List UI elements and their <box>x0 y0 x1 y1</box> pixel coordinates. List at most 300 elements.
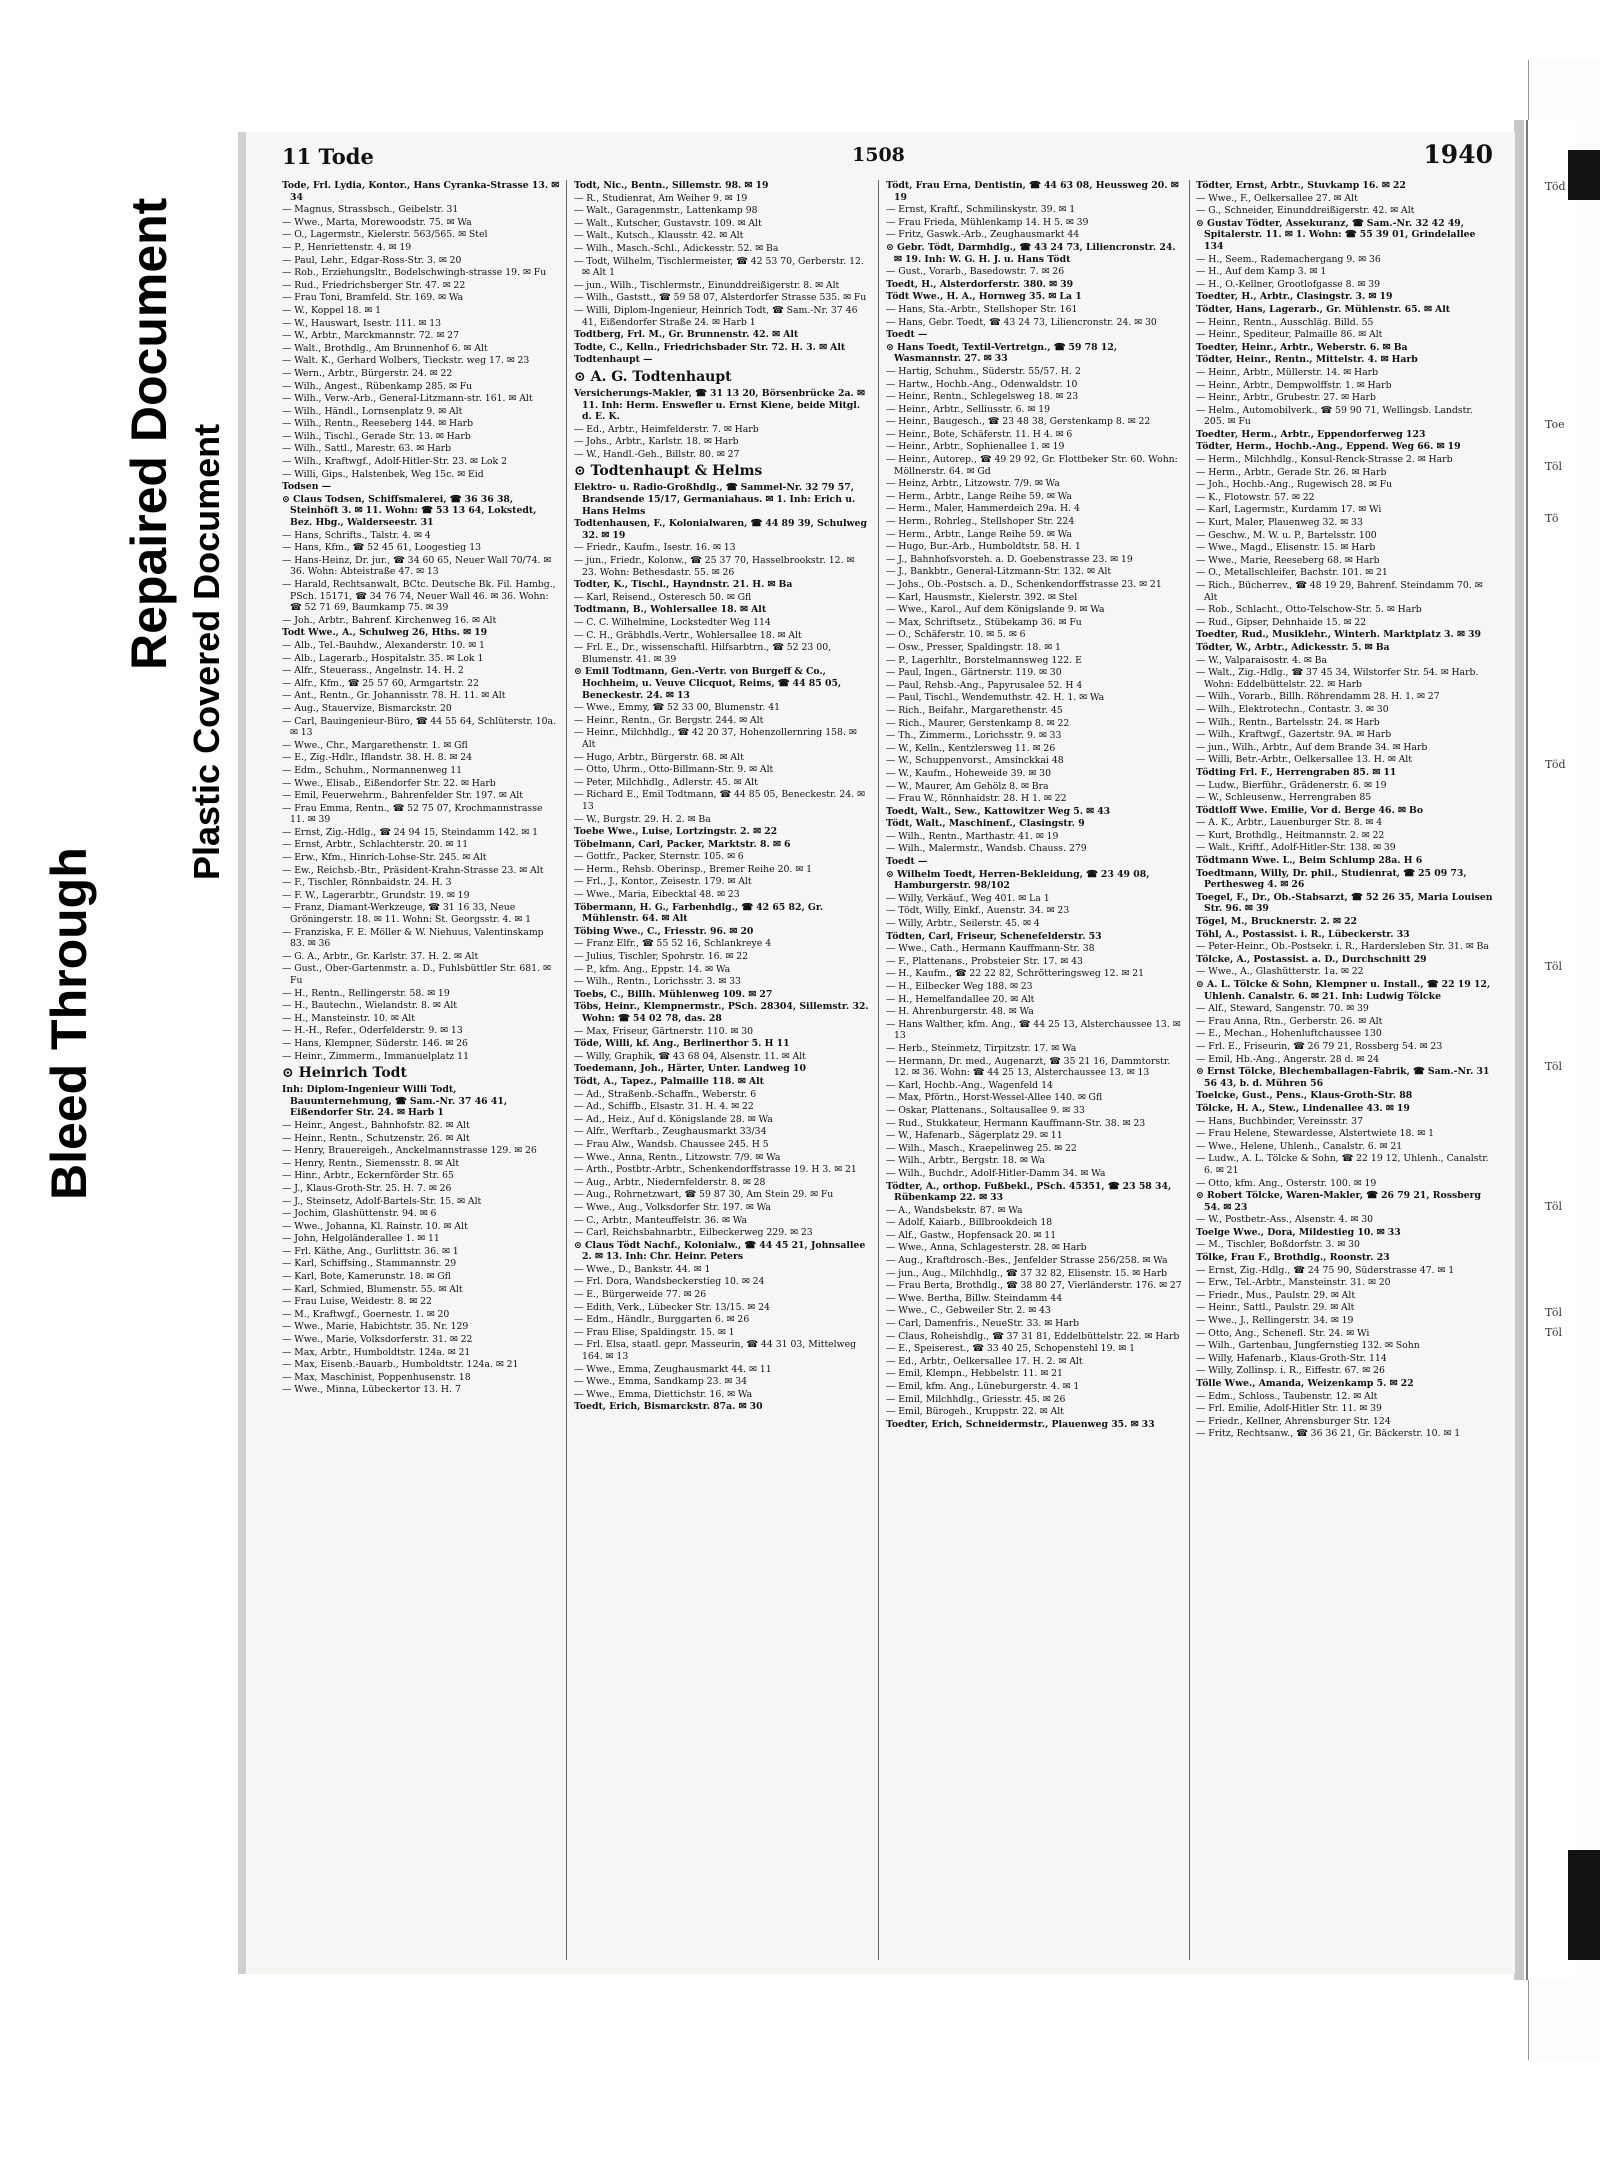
directory-entry: — Franz Elfr., ☎ 55 52 16, Schlankreye 4 <box>574 938 772 950</box>
directory-entry: — Heinr., Milchhdlg., ☎ 42 20 37, Hohenzollernring 158. ✉ Alt <box>574 727 857 750</box>
directory-entry: — R., Studienrat, Am Weiher 9. ✉ 19 <box>574 192 748 204</box>
directory-entry: — Osw., Presser, Spaldingstr. 18. ✉ 1 <box>886 641 1061 653</box>
directory-entry: — Wilh., Kraftwgf., Gazertstr. 9A. ✉ Harb <box>1196 729 1392 741</box>
directory-entry: Todt Wwe., A., Schulweg 26, Hths. ✉ 19 <box>282 627 488 639</box>
directory-entry: — H., Kaufm., ☎ 22 22 82, Schrötteringsweg 12. ✉ 21 <box>886 968 1145 980</box>
directory-entry: — E., Speiserest., ☎ 33 40 25, Schopenstehl 19. ✉ 1 <box>886 1343 1136 1355</box>
directory-entry: Tödt Wwe., H. A., Hornweg 35. ✉ La 1 <box>886 291 1082 303</box>
adjacent-page-word: Töl <box>1545 960 1563 973</box>
directory-entry: — Hugo, Bur.-Arb., Humboldtstr. 58. H. 1 <box>886 541 1081 553</box>
directory-entry: — Walt., Brothdlg., Am Brunnenhof 6. ✉ Alt <box>282 342 488 354</box>
side-labels <box>40 197 227 1200</box>
directory-entry: Toedter, Rud., Musiklehr., Winterh. Marktplatz 3. ✉ 39 <box>1196 629 1481 641</box>
directory-entry: — Frl. Käthe, Ang., Gurlittstr. 36. ✉ 1 <box>282 1245 459 1257</box>
directory-entry: — Hans, Sta.-Arbtr., Stellshoper Str. 161 <box>886 303 1078 315</box>
adjacent-page-word: Töl <box>1545 460 1563 473</box>
directory-entry: — Ernst, Zig.-Hdlg., ☎ 24 75 90, Süderstrasse 47. ✉ 1 <box>1196 1264 1455 1276</box>
directory-entry: — Wwe., F., Oelkersallee 27. ✉ Alt <box>1196 192 1358 204</box>
directory-entry: — W., Hafenarb., Sägerplatz 29. ✉ 11 <box>886 1130 1063 1142</box>
directory-entry: — Paul, Lehr., Edgar-Ross-Str. 3. ✉ 20 <box>282 254 462 266</box>
directory-entry: Toegel, F., Dr., Ob.-Stabsarzt, ☎ 52 26 35, Maria Louisen Str. 96. ✉ 39 <box>1196 891 1493 915</box>
directory-entry: Tölcke, H. A., Stew., Lindenallee 43. ✉ 19 <box>1196 1102 1410 1114</box>
directory-entry: Tödt, A., Tapez., Palmaille 118. ✉ Alt <box>574 1075 764 1087</box>
directory-entry: — Max, Maschinist, Poppenhusenstr. 18 <box>282 1371 471 1383</box>
directory-entry: — Ed., Arbtr., Heimfelderstr. 7. ✉ Harb <box>574 423 759 435</box>
directory-entry: — Wwe., Chr., Margarethenstr. 1. ✉ Gfl <box>282 739 468 751</box>
directory-entry: ⊙ Gebr. Tödt, Darmhdlg., ☎ 43 24 73, Liliencronstr. 24. ✉ 19. Inh: W. G. H. J. u. Hans Tödt <box>886 241 1176 265</box>
directory-entry: Toedt, Erich, Bismarckstr. 87a. ✉ 30 <box>574 1401 763 1413</box>
directory-entry: — Alfr., Steuerass., Angelnstr. 14. H. 2 <box>282 665 464 677</box>
directory-entry: — H., Mansteinstr. 10. ✉ Alt <box>282 1012 415 1024</box>
directory-entry: — Hans, Klempner, Süderstr. 146. ✉ 26 <box>282 1037 468 1049</box>
directory-entry: Toedter, H., Arbtr., Clasingstr. 3. ✉ 19 <box>1196 291 1393 303</box>
directory-entry: Toelcke, Gust., Pens., Klaus-Groth-Str. 88 <box>1196 1090 1413 1102</box>
directory-entry: — Willy, Verkäuf., Weg 401. ✉ La 1 <box>886 892 1050 904</box>
directory-entry: — J., Klaus-Groth-Str. 25. H. 7. ✉ 26 <box>282 1182 452 1194</box>
directory-entry: — M., Tischler, Boßdorfstr. 3. ✉ 30 <box>1196 1239 1360 1251</box>
adjacent-page-word: Töl <box>1545 1306 1563 1319</box>
directory-entry: Tödter, Heinr., Rentn., Mittelstr. 4. ✉ Harb <box>1196 354 1418 366</box>
directory-entry: — Rud., Stukkateur, Hermann Kauffmann-Str. 38. ✉ 23 <box>886 1117 1146 1129</box>
directory-entry: — Wwe., Magd., Elisenstr. 15. ✉ Harb <box>1196 542 1376 554</box>
directory-entry: — W., Kelln., Kentzlersweg 11. ✉ 26 <box>886 742 1056 754</box>
directory-entry: — Oskar, Plattenans., Soltausallee 9. ✉ 33 <box>886 1104 1085 1116</box>
directory-entry: — jun., Wilh., Arbtr., Auf dem Brande 34. ✉ Harb <box>1196 741 1428 753</box>
directory-entry: Toedt — <box>886 856 928 868</box>
directory-entry: — Wwe., Johanna, Kl. Rainstr. 10. ✉ Alt <box>282 1220 468 1232</box>
directory-entry: — Heinr., Rentn., Gr. Bergstr. 244. ✉ Alt <box>574 714 764 726</box>
directory-entry: — A., Wandsbekstr. 87. ✉ Wa <box>886 1204 1023 1216</box>
directory-entry: — Hermann, Dr. med., Augenarzt, ☎ 35 21 16, Dammtorstr. 12. ✉ 36. Wohn: ☎ 44 25 13, Alsterchaussee 13. ✉ 13 <box>886 1055 1171 1079</box>
directory-entry: — Ew., Reichsb.-Btr., Präsident-Krahn-Strasse 23. ✉ Alt <box>282 864 544 876</box>
directory-entry: — Friedr., Kellner, Ahrensburger Str. 124 <box>1196 1415 1391 1427</box>
scan-border <box>1568 150 1600 200</box>
directory-entry: ⊙ Ernst Tölcke, Blechemballagen-Fabrik, ☎ Sam.-Nr. 31 56 43, b. d. Mühren 56 <box>1196 1066 1490 1089</box>
column-divider <box>878 180 879 1960</box>
directory-entry: — Frau Berta, Brothdlg., ☎ 38 80 27, Vierländerstr. 176. ✉ 27 <box>886 1280 1182 1292</box>
directory-entry: ⊙ A. G. Todtenhaupt <box>574 368 732 385</box>
directory-entry: — Magnus, Strassbsch., Geibelstr. 31 <box>282 204 459 216</box>
directory-page <box>238 132 1515 1974</box>
directory-entry: — E., Bürgerweide 77. ✉ 26 <box>574 1289 707 1301</box>
directory-entry: — Wilh., Gaststt., ☎ 59 58 07, Alsterdorfer Strasse 535. ✉ Fu <box>574 292 867 304</box>
directory-entry: — H.-H., Refer., Oderfelderstr. 9. ✉ 13 <box>282 1025 463 1037</box>
directory-entry: — Edith, Verk., Lübecker Str. 13/15. ✉ 24 <box>574 1301 770 1313</box>
scan-border <box>1568 1850 1600 1960</box>
directory-entry: — P., Henriettenstr. 4. ✉ 19 <box>282 241 412 253</box>
directory-entry: Tödter, A., orthop. Fußbekl., PSch. 45351, ☎ 23 58 34, Rübenkamp 22. ✉ 33 <box>886 1180 1172 1204</box>
column-divider <box>566 180 567 1960</box>
directory-entry: — A. K., Arbtr., Lauenburger Str. 8. ✉ 4 <box>1196 817 1383 829</box>
directory-entry: — Frau Emma, Rentn., ☎ 52 75 07, Krochmannstrasse 11. ✉ 39 <box>282 802 543 826</box>
directory-entry: Tödter, Herm., Hochb.-Ang., Eppend. Weg 66. ✉ 19 <box>1196 441 1461 453</box>
directory-entry: — Herm., Maler, Hammerdeich 29a. H. 4 <box>886 503 1080 515</box>
directory-entry: — Adolf, Kaiarb., Billbrookdeich 18 <box>886 1217 1053 1229</box>
adjacent-page-word: Töl <box>1545 1326 1563 1339</box>
directory-entry: — Frl. E., Friseurin, ☎ 26 79 21, Rossberg 54. ✉ 23 <box>1196 1040 1443 1052</box>
directory-entry: — Wwe., Anna, Rentn., Litzowstr. 7/9. ✉ Wa <box>574 1151 781 1163</box>
directory-entry: — Heinr., Arbtr., Selliusstr. 6. ✉ 19 <box>886 403 1051 415</box>
directory-entry: — H., O.-Kellner, Grootlofgasse 8. ✉ 39 <box>1196 278 1381 290</box>
directory-entry: — Emil, Milchhdlg., Griesstr. 45. ✉ 26 <box>886 1393 1066 1405</box>
directory-entry: — Henry, Rentn., Siemensstr. 8. ✉ Alt <box>282 1157 460 1169</box>
directory-entry: ⊙ Emil Todtmann, Gen.-Vertr. von Burgeff & Co., Hochheim, u. Veuve Clicquot, Reims, ☎ 44 85 05, Beneckestr. 24. ✉ 13 <box>574 666 842 701</box>
directory-entry: — Herm., Arbtr., Lange Reihe 59. ✉ Wa <box>886 490 1072 502</box>
directory-entry: — Willi, Gips., Halstenbek, Weg 15c. ✉ Eid <box>282 468 484 480</box>
directory-entry: — E., Zig.-Hdlr., Iflandstr. 38. H. 8. ✉ 24 <box>282 752 473 764</box>
directory-entry: — Johs., Ob.-Postsch. a. D., Schenkendorffstrasse 23. ✉ 21 <box>886 579 1162 590</box>
directory-entry: — Herm., Milchhdlg., Konsul-Renck-Strasse 2. ✉ Harb <box>1196 454 1453 466</box>
directory-entry: — Wwe., A., Glashütterstr. 1a. ✉ 22 <box>1196 966 1364 978</box>
directory-entry: — Ernst, Arbtr., Schlachterstr. 20. ✉ 11 <box>282 839 469 851</box>
directory-entry: — Frl. Elsa, staatl. gepr. Masseurin, ☎ 44 31 03, Mittelweg 164. ✉ 13 <box>574 1339 857 1363</box>
directory-entry: Tödter, W., Arbtr., Adickesstr. 5. ✉ Ba <box>1196 641 1390 653</box>
directory-entry: — Heinr., Arbtr., Müllerstr. 14. ✉ Harb <box>1196 366 1379 378</box>
directory-entry: — Rob., Erziehungsltr., Bodelschwingh-strasse 19. ✉ Fu <box>282 267 547 279</box>
directory-entry: — Karl, Schmied, Blumenstr. 55. ✉ Alt <box>282 1283 463 1295</box>
directory-entry: Todter, K., Tischl., Hayndnstr. 21. H. ✉ Ba <box>574 579 793 591</box>
directory-entry: — Willy, Graphik, ☎ 43 68 04, Alsenstr. 11. ✉ Alt <box>574 1050 806 1062</box>
directory-entry: — Emil, kfm. Ang., Lüneburgerstr. 4. ✉ 1 <box>886 1381 1080 1392</box>
directory-entry: Tödtloff Wwe. Emilie, Vor d. Berge 46. ✉ Bo <box>1196 804 1424 816</box>
column-divider <box>1189 180 1190 1960</box>
adjacent-page-word: Töl <box>1545 1060 1563 1073</box>
directory-entry: — Heinr., Rentn., Schlegelsweg 18. ✉ 23 <box>886 391 1079 403</box>
directory-entry: — Wilh., Verw.-Arb., General-Litzmann-str. 161. ✉ Alt <box>282 393 533 405</box>
directory-entry: Tölke, Frau F., Brothdlg., Roonstr. 23 <box>1196 1252 1390 1264</box>
directory-entry: — Wilh., Buchdr., Adolf-Hitler-Damm 34. ✉ Wa <box>886 1167 1106 1179</box>
directory-entry: — Paul, Ingen., Gärtnerstr. 119. ✉ 30 <box>886 667 1062 679</box>
page-gutter-shadow <box>1526 120 1574 1980</box>
directory-entry: Tödten, Carl, Friseur, Schenefelderstr. 53 <box>886 930 1102 942</box>
directory-entry: — Alb., Tel.-Bauhdw., Alexanderstr. 10. ✉ 1 <box>282 639 485 651</box>
directory-entry: — Wwe., Maria, Eibecktal 48. ✉ 23 <box>574 889 740 901</box>
directory-entry: — Willy, Zollinsp. i. R., Eiffestr. 67. ✉ 26 <box>1196 1365 1385 1377</box>
directory-entry: — Max, Eisenb.-Bauarb., Humboldtstr. 124a. ✉ 21 <box>282 1359 519 1371</box>
directory-entry: — W., Kaufm., Hoheweide 39. ✉ 30 <box>886 767 1051 779</box>
directory-entry: Tödt, Walt., Maschinenf., Clasingstr. 9 <box>886 818 1085 830</box>
directory-entry: — Heinr., Angest., Bahnhofstr. 82. ✉ Alt <box>282 1119 470 1131</box>
directory-entry: — Th., Zimmerm., Lorichsstr. 9. ✉ 33 <box>886 730 1062 742</box>
directory-entry: — Rich., Bücherrev., ☎ 48 19 29, Bahrenf. Steindamm 70. ✉ Alt <box>1196 580 1483 603</box>
directory-entry: — M., Kraftwgf., Goernestr. 1. ✉ 20 <box>282 1308 450 1320</box>
directory-entry: ⊙ Claus Tödt Nachf., Kolonialw., ☎ 44 45 21, Johnsallee 2. ✉ 13. Inh: Chr. Heinr. Peters <box>574 1239 866 1263</box>
directory-entry: — Heinr., Rentn., Ausschläg. Billd. 55 <box>1196 316 1374 328</box>
directory-entry: — Todt, Wilhelm, Tischlermeister, ☎ 42 53 70, Gerberstr. 12. ✉ Alt 1 <box>574 255 864 279</box>
directory-entry: — Joh., Arbtr., Bahrenf. Kirchenweg 16. ✉ Alt <box>282 614 497 626</box>
directory-entry: Elektro- u. Radio-Großhdlg., ☎ Sammel-Nr. 32 79 57, Brandsende 15/17, Germaniahaus. ✉ 1. Inh: Erich u. Hans Helms <box>574 482 856 517</box>
directory-entry: — Carl, Bauingenieur-Büro, ☎ 44 55 64, Schlüterstr. 10a. ✉ 13 <box>282 715 557 739</box>
directory-entry: Toedt, Walt., Sew., Kattowitzer Weg 5. ✉ 43 <box>886 805 1111 817</box>
directory-entry: — Geschw., M. W. u. P., Bartelsstr. 100 <box>1196 529 1377 541</box>
directory-entry: — Gust., Vorarb., Basedowstr. 7. ✉ 26 <box>886 266 1065 278</box>
label-bleed-through: Bleed Through <box>41 847 97 1200</box>
directory-entry: — Wwe., Helene, Uhlenh., Canalstr. 6. ✉ 21 <box>1196 1140 1403 1152</box>
directory-entry: — Aug., Rohrnetzwart, ☎ 59 87 30, Am Stein 29. ✉ Fu <box>574 1189 834 1201</box>
directory-entry: — Frau Toni, Bramfeld. Str. 169. ✉ Wa <box>282 292 464 304</box>
directory-entry: — E., Mechan., Hohenluftchaussee 130 <box>1196 1028 1382 1040</box>
directory-entry: — Karl, Hochb.-Ang., Wagenfeld 14 <box>886 1079 1053 1091</box>
directory-entry: — J., Bankbtr., General-Litzmann-Str. 132. ✉ Alt <box>886 566 1112 578</box>
directory-entry: — Heinr., Arbtr., Sophienallee 1. ✉ 19 <box>886 441 1065 453</box>
directory-entry: — W., Koppel 18. ✉ 1 <box>282 304 382 316</box>
directory-entry: — Heinr., Bote, Schäferstr. 11. H 4. ✉ 6 <box>886 428 1073 440</box>
directory-entry: Töbing Wwe., C., Friesstr. 96. ✉ 20 <box>574 925 754 937</box>
directory-entry: — Heinr., Zimmerm., Immanuelplatz 11 <box>282 1050 469 1062</box>
directory-entry: ⊙ Gustav Tödter, Assekuranz, ☎ Sam.-Nr. 32 42 49, Spitalerstr. 11. ✉ 1. Wohn: ☎ 55 39 01, Grindelallee 134 <box>1196 217 1476 252</box>
directory-entry: — Walt., Zig.-Hdlg., ☎ 37 45 34, Wilstorfer Str. 54. ✉ Harb. Wohn: Eddelbüttelstr. 22. ✉ Harb <box>1196 667 1479 690</box>
page-number: 1508 <box>852 144 905 166</box>
label-repaired-document: Repaired Document <box>121 197 177 670</box>
directory-entry: — Ad., Straßenb.-Schaffn., Weberstr. 6 <box>574 1088 757 1100</box>
directory-entry: — H., Seem., Rademachergang 9. ✉ 36 <box>1196 253 1381 265</box>
directory-entry: — Frau Anna, Rtn., Gerberstr. 26. ✉ Alt <box>1196 1015 1383 1027</box>
directory-entry: Töbelmann, Carl, Packer, Marktstr. 8. ✉ 6 <box>574 838 791 850</box>
directory-entry: — Walt., Kutscher, Gustavstr. 109. ✉ Alt <box>574 217 762 229</box>
directory-entry: Toedter, Herm., Arbtr., Eppendorferweg 123 <box>1196 428 1426 440</box>
directory-entry: — Franz, Diamant-Werkzeuge, ☎ 31 16 33, Neue Gröningerstr. 18. ✉ 11. Wohn: St. Georgsstr. 4. ✉ 1 <box>282 902 531 926</box>
directory-entry: Tode, Frl. Lydia, Kontor., Hans Cyranka-Strasse 13. ✉ 34 <box>282 180 560 203</box>
directory-entry: — Otto, Uhrm., Otto-Billmann-Str. 9. ✉ Alt <box>574 764 774 776</box>
directory-entry: — Max, Friseur, Gärtnerstr. 110. ✉ 30 <box>574 1025 754 1037</box>
directory-entry: Tödter, Ernst, Arbtr., Stuvkamp 16. ✉ 22 <box>1196 180 1406 191</box>
directory-entry: Todsen — <box>282 481 331 493</box>
directory-entry: — Aug., Kraftdrosch.-Bes., Jenfelder Strasse 256/258. ✉ Wa <box>886 1255 1168 1267</box>
directory-entry: — Frau Alw., Wandsb. Chaussee 245. H 5 <box>574 1138 769 1150</box>
directory-entry: — Ant., Rentn., Gr. Johannisstr. 78. H. 11. ✉ Alt <box>282 690 506 702</box>
directory-entry: — Kurt, Brothdlg., Heitmannstr. 2. ✉ 22 <box>1196 829 1385 841</box>
directory-entry: — W., Maurer, Am Gehölz 8. ✉ Bra <box>886 780 1049 792</box>
directory-entry: — Alf., Steward, Sangenstr. 70. ✉ 39 <box>1196 1003 1369 1015</box>
directory-entry: — Karl, Hausmstr., Kielerstr. 392. ✉ Stel <box>886 591 1078 603</box>
directory-entry: — Edm., Schloss., Taubenstr. 12. ✉ Alt <box>1196 1390 1378 1402</box>
directory-entry: — Karl, Reisend., Osteresch 50. ✉ Gfl <box>574 591 752 603</box>
column-1 <box>282 180 560 1970</box>
directory-entry: — Frau Frieda, Mühlenkamp 14. H 5. ✉ 39 <box>886 216 1089 228</box>
directory-entry: — jun., Wilh., Tischlermstr., Einunddreißigerstr. 8. ✉ Alt <box>574 279 840 291</box>
directory-entry: — Wilh., Rentn., Lorichsstr. 3. ✉ 33 <box>574 976 741 988</box>
directory-entry: — Rich., Beifahr., Margarethenstr. 45 <box>886 704 1063 716</box>
year: 1940 <box>1423 140 1493 169</box>
directory-entry: ⊙ Hans Toedt, Textil-Vertretgn., ☎ 59 78 12, Wasmannstr. 27. ✉ 33 <box>886 341 1118 365</box>
directory-entry: Todte, C., Kelln., Friedrichsbader Str. 72. H. 3. ✉ Alt <box>574 341 846 353</box>
directory-entry: — Rich., Maurer, Gerstenkamp 8. ✉ 22 <box>886 717 1070 729</box>
directory-entry: — Hartw., Hochb.-Ang., Odenwaldstr. 10 <box>886 378 1078 390</box>
directory-entry: — Walt. K., Gerhard Wolbers, Tieckstr. weg 17. ✉ 23 <box>282 355 530 367</box>
directory-entry: Töbs, Heinr., Klempnermstr., PSch. 28304, Sillemstr. 32. Wohn: ☎ 54 02 78, das. 28 <box>574 1001 869 1024</box>
directory-entry: — Wwe., D., Bankstr. 44. ✉ 1 <box>574 1263 711 1275</box>
directory-entry: — Wilh., Händl., Lornsenplatz 9. ✉ Alt <box>282 405 463 417</box>
directory-entry: — Karl, Bote, Kamerunstr. 18. ✉ Gfl <box>282 1271 451 1283</box>
page-edge <box>1514 120 1524 1980</box>
directory-entry: — Alfr., Kfm., ☎ 25 57 60, Armgartstr. 22 <box>282 677 479 689</box>
directory-entry: — Wilh., Gartenbau, Jungfernstieg 132. ✉ Sohn <box>1196 1340 1420 1352</box>
directory-entry: — W., Postbetr.-Ass., Alsenstr. 4. ✉ 30 <box>1196 1214 1374 1226</box>
directory-entry: — H., Hemelfandallee 20. ✉ Alt <box>886 993 1035 1005</box>
directory-entry: — Karl, Lagermstr., Kurdamm 17. ✉ Wi <box>1196 504 1382 516</box>
directory-entry: — Emil, Hb.-Ang., Angerstr. 28 d. ✉ 24 <box>1196 1053 1380 1065</box>
directory-entry: — Wwe., Emma, Diettichstr. 16. ✉ Wa <box>574 1388 753 1400</box>
directory-entry: — Johs., Arbtr., Karlstr. 18. ✉ Harb <box>574 436 739 448</box>
directory-entry: — Ad., Heiz., Auf d. Königslande 28. ✉ Wa <box>574 1113 773 1125</box>
directory-entry: — Wwe., Anna, Schlagesterstr. 28. ✉ Harb <box>886 1242 1087 1254</box>
directory-entry: — Herb., Steinmetz, Tirpitzstr. 17. ✉ Wa <box>886 1042 1077 1054</box>
directory-entry: Toedt — <box>886 329 928 341</box>
directory-entry: — Otto, Ang., Schenefl. Str. 24. ✉ Wi <box>1196 1327 1370 1339</box>
directory-entry: — H., Bautechn., Wielandstr. 8. ✉ Alt <box>282 1000 458 1012</box>
directory-entry: Tödting Frl. F., Herrengraben 85. ✉ 11 <box>1196 766 1397 778</box>
directory-entry: — Peter-Heinr., Ob.-Postsekr. i. R., Hardersleben Str. 31. ✉ Ba <box>1196 941 1489 953</box>
directory-entry: — Julius, Tischler, Spohrstr. 16. ✉ 22 <box>574 951 749 963</box>
directory-entry: — W., Burgstr. 29. H. 2. ✉ Ba <box>574 813 711 825</box>
directory-entry: — Arth., Postbtr.-Arbtr., Schenkendorffstrasse 19. H 3. ✉ 21 <box>574 1164 857 1176</box>
directory-entry: — Willi, Diplom-Ingenieur, Heinrich Todt, ☎ Sam.-Nr. 37 46 41, Eißendorfer Straße 24. ✉ Harb 1 <box>574 304 858 328</box>
directory-entry: — Wwe., Emma, Sandkamp 23. ✉ 34 <box>574 1376 748 1388</box>
directory-entry: — C., Arbtr., Manteuffelstr. 36. ✉ Wa <box>574 1214 748 1226</box>
directory-entry: Todtmann, B., Wohlersallee 18. ✉ Alt <box>574 604 767 616</box>
directory-entry: — G. A., Arbtr., Gr. Karlstr. 37. H. 2. ✉ Alt <box>282 950 479 962</box>
directory-entry: — jun., Friedr., Kolonw., ☎ 25 37 70, Hasselbrookstr. 12. ✉ 23. Wohn: Bethesdastr. 55. ✉ 26 <box>574 555 855 578</box>
directory-entry: Todtenhausen, F., Kolonialwaren, ☎ 44 89 39, Schulweg 32. ✉ 19 <box>574 518 867 541</box>
directory-entry: ⊙ Todtenhaupt & Helms <box>574 463 763 480</box>
directory-entry: — Fritz, Rechtsanw., ☎ 36 36 21, Gr. Bäckerstr. 10. ✉ 1 <box>1196 1428 1461 1440</box>
directory-entry: — P., Lagerhltr., Borstelmannsweg 122. E <box>886 654 1082 666</box>
directory-entry: ⊙ Claus Todsen, Schiffsmalerei, ☎ 36 36 38, Steinhöft 3. ✉ 11. Wohn: ☎ 53 13 64, Lokstedt, Bez. Hbg., Walderseestr. 31 <box>282 493 537 529</box>
directory-entry: — Edm., Händlr., Burggarten 6. ✉ 26 <box>574 1314 750 1326</box>
directory-entry: — Alf., Gastw., Hopfensack 20. ✉ 11 <box>886 1229 1057 1241</box>
directory-entry: Toebe Wwe., Luise, Lortzingstr. 2. ✉ 22 <box>574 826 778 838</box>
directory-entry: — Wwe., Cath., Hermann Kauffmann-Str. 38 <box>886 943 1095 955</box>
page-header <box>282 140 1493 174</box>
directory-entry: — Heinr., Arbtr., Grubestr. 27. ✉ Harb <box>1196 392 1376 404</box>
directory-entry: — Wwe., Marie, Volksdorferstr. 31. ✉ 22 <box>282 1334 473 1346</box>
directory-entry: — Rob., Schlacht., Otto-Telschow-Str. 5. ✉ Harb <box>1196 604 1422 616</box>
directory-entry: — Friedr., Kaufm., Isestr. 16. ✉ 13 <box>574 542 736 554</box>
directory-entry: — Walt., Kriftf., Adolf-Hitler-Str. 138. ✉ 39 <box>1196 842 1396 854</box>
directory-entry: — F., Plattenans., Probsteier Str. 17. ✉ 43 <box>886 955 1083 967</box>
directory-entry: — Heinr., Baugesch., ☎ 23 48 38, Gerstenkamp 8. ✉ 22 <box>886 416 1151 428</box>
directory-entry: — Harald, Rechtsanwalt, BCtc. Deutsche Bk. Fil. Hambg., PSch. 15171, ☎ 34 76 74, Neuer Wall 46. ✉ 36. Wohn: ☎ 52 71 69, Baumkamp 75. ✉ 39 <box>282 579 556 614</box>
directory-entry: — Wwe., J., Rellingerstr. 34. ✉ 19 <box>1196 1315 1354 1327</box>
directory-entry: — Frau W., Rönnhaidstr. 28. H 1. ✉ 22 <box>886 793 1067 805</box>
directory-entry: — Wilh., Angest., Rübenkamp 285. ✉ Fu <box>282 380 473 392</box>
directory-entry: Tödtmann Wwe. L., Beim Schlump 28a. H 6 <box>1196 855 1423 867</box>
directory-entry: — Rud., Friedrichsberger Str. 47. ✉ 22 <box>282 279 466 291</box>
directory-entry: Toedtmann, Willy, Dr. phil., Studienrat, ☎ 25 09 73, Perthesweg 4. ✉ 26 <box>1196 867 1467 891</box>
directory-entry: — W., Arbtr., Marckmannstr. 72. ✉ 27 <box>282 330 460 342</box>
adjacent-page-word: Tö <box>1545 512 1559 525</box>
directory-entry: — Walt., Kutsch., Klausstr. 42. ✉ Alt <box>574 230 744 242</box>
directory-entry: Toedter, Heinr., Arbtr., Weberstr. 6. ✉ Ba <box>1196 341 1408 353</box>
directory-entry: — Heinr., Rentn., Schutzenstr. 26. ✉ Alt <box>282 1132 470 1144</box>
directory-entry: — Frau Luise, Weidestr. 8. ✉ 22 <box>282 1296 432 1308</box>
directory-entry: Inh: Diplom-Ingenieur Willi Todt, Bauunternehmung, ☎ Sam.-Nr. 37 46 41, Eißendorfer Str. 24. ✉ Harb 1 <box>282 1084 508 1119</box>
directory-entry: Töde, Willi, kf. Ang., Berlinerthor 5. H 11 <box>574 1038 790 1050</box>
directory-entry: — Wwe., Emma, Zeughausmarkt 44. ✉ 11 <box>574 1363 772 1375</box>
directory-entry: — Aug., Stauervize, Bismarckstr. 20 <box>282 702 452 714</box>
directory-entry: — Carl, Damenfris., NeueStr. 33. ✉ Harb <box>886 1318 1080 1330</box>
directory-entry: — Wwe., Marie, Reeseberg 68. ✉ Harb <box>1196 554 1380 566</box>
directory-entry: — Herm., Rohrleg., Stellshoper Str. 224 <box>886 516 1075 528</box>
directory-entry: Tödter, Hans, Lagerarb., Gr. Mühlenstr. 65. ✉ Alt <box>1196 303 1451 315</box>
directory-entry: — Gottfr., Packer, Sternstr. 105. ✉ 6 <box>574 851 744 863</box>
directory-entry: — P., kfm. Ang., Eppstr. 14. ✉ Wa <box>574 963 731 975</box>
directory-entry: — Heinr., Arbtr., Dempwolffstr. 1. ✉ Harb <box>1196 379 1392 391</box>
directory-entry: — J., Bahnhofsvorsteh. a. D. Goebenstrasse 23. ✉ 19 <box>886 553 1133 565</box>
directory-entry: — Franziska, F. E. Möller & W. Niehuus, Valentinskamp 83. ✉ 36 <box>282 926 544 950</box>
directory-entry: — Ludw., Bierführ., Grädenerstr. 6. ✉ 19 <box>1196 779 1387 791</box>
directory-entry: — Emil, Bürogeh., Kruppstr. 22. ✉ Alt <box>886 1406 1064 1418</box>
directory-entry: — H. Ahrenburgerstr. 48. ✉ Wa <box>886 1006 1034 1018</box>
directory-entry: — John, Helgoländerallee 1. ✉ 11 <box>282 1233 440 1245</box>
directory-entry: — W., Hauswart, Isestr. 111. ✉ 13 <box>282 317 442 329</box>
directory-entry: — Willi, Betr.-Arbtr., Oelkersallee 13. H. ✉ Alt <box>1196 754 1412 766</box>
directory-entry: — Wilh., Sattl., Marestr. 63. ✉ Harb <box>282 443 452 455</box>
directory-entry: — Wwe., Elisab., Eißendorfer Str. 22. ✉ Harb <box>282 777 496 789</box>
directory-entry: — Wern., Arbtr., Bürgerstr. 24. ✉ 22 <box>282 367 453 379</box>
directory-entry: — Hans, Gebr. Toedt, ☎ 43 24 73, Liliencronstr. 24. ✉ 30 <box>886 316 1157 328</box>
directory-entry: — W., Schuppenvorst., Amsinckkai 48 <box>886 755 1064 767</box>
directory-entry: — Herm., Rehsb. Oberinsp., Bremer Reihe 20. ✉ 1 <box>574 863 812 875</box>
directory-entry: — Herm., Arbtr., Gerade Str. 26. ✉ Harb <box>1196 466 1387 478</box>
adjacent-page-word: Töl <box>1545 1200 1563 1213</box>
directory-entry: — H., Eilbecker Weg 188. ✉ 23 <box>886 981 1033 992</box>
adjacent-page-word: Töd <box>1545 180 1566 193</box>
directory-entry: — Wilh., Masch.-Schl., Adickesstr. 52. ✉ Ba <box>574 242 779 254</box>
directory-entry: — Wilh., Kraftwgf., Adolf-Hitler-Str. 23. ✉ Lok 2 <box>282 456 507 468</box>
directory-entry: — Frl. E., Dr., wissenschaftl. Hilfsarbtrn., ☎ 52 23 00, Blumenstr. 41. ✉ 39 <box>574 642 832 665</box>
directory-entry: Todtberg, Frl. M., Gr. Brunnenstr. 42. ✉ Alt <box>574 329 799 341</box>
directory-entry: — Max, Arbtr., Humboldtstr. 124a. ✉ 21 <box>282 1346 471 1358</box>
directory-entry: — Frl. Emilie, Adolf-Hitler Str. 11. ✉ 39 <box>1196 1403 1382 1415</box>
directory-entry: Tölle Wwe., Amanda, Weizenkamp 5. ✉ 22 <box>1196 1378 1414 1389</box>
directory-entry: — Helm., Automobilverk., ☎ 59 90 71, Wellingsb. Landstr. 205. ✉ Fu <box>1196 404 1473 428</box>
directory-entry: — Wwe., Minna, Lübeckertor 13. H. 7 <box>282 1384 461 1396</box>
directory-entry: — Hinr., Arbtr., Eckernförder Str. 65 <box>282 1170 454 1182</box>
directory-entry: — Wilh., Rentn., Bartelsstr. 24. ✉ Harb <box>1196 716 1380 728</box>
directory-entry: — W., Valparaisostr. 4. ✉ Ba <box>1196 654 1328 666</box>
directory-entry: Toedter, Erich, Schneidermstr., Plauenweg 35. ✉ 33 <box>886 1418 1155 1430</box>
directory-entry: — Frl. Dora, Wandsbeckerstieg 10. ✉ 24 <box>574 1276 765 1288</box>
directory-entry: Toebs, C., Billh. Mühlenweg 109. ✉ 27 <box>574 988 773 1000</box>
directory-entry: — Joh., Hochb.-Ang., Rugewisch 28. ✉ Fu <box>1196 479 1393 491</box>
directory-entry: Töbermann, H. G., Farbenhdlg., ☎ 42 65 82, Gr. Mühlenstr. 64. ✉ Alt <box>574 901 824 925</box>
directory-entry: — Wilh., Malermstr., Wandsb. Chauss. 279 <box>886 843 1087 855</box>
directory-entry: ⊙ Robert Tölcke, Waren-Makler, ☎ 26 79 21, Rossberg 54. ✉ 23 <box>1196 1190 1482 1213</box>
adjacent-page-word: Toe <box>1545 418 1565 431</box>
directory-entry: Toedemann, Joh., Härter, Unter. Landweg 10 <box>574 1063 806 1075</box>
directory-entry: — Gust., Ober-Gartenmstr. a. D., Fuhlsbüttler Str. 681. ✉ Fu <box>282 963 551 986</box>
directory-entry: Toedt, H., Alsterdorferstr. 380. ✉ 39 <box>886 278 1074 290</box>
directory-entry: — C. H., Gräbhdls.-Vertr., Wohlersallee 18. ✉ Alt <box>574 629 802 641</box>
directory-entry: — Ad., Schiffb., Elsastr. 31. H. 4. ✉ 22 <box>574 1101 754 1113</box>
directory-entry: — Wwe., Emmy, ☎ 52 33 00, Blumenstr. 41 <box>574 702 781 714</box>
directory-entry: — F., Tischler, Rönnbaidstr. 24. H. 3 <box>282 877 452 889</box>
directory-entry: — Alfr., Werftarb., Zeughausmarkt 33/34 <box>574 1126 767 1138</box>
directory-entry: — jun., Aug., Milchhdlg., ☎ 37 32 82, Elisenstr. 15. ✉ Harb <box>886 1267 1168 1279</box>
directory-entry: — O., Schäferstr. 10. ✉ 5. ✉ 6 <box>886 629 1026 641</box>
adjacent-page-word: Töd <box>1545 758 1566 771</box>
directory-entry: Todt, Nic., Bentn., Sillemstr. 98. ✉ 19 <box>574 180 769 191</box>
directory-entry: — Max, Pförtn., Horst-Wessel-Allee 140. ✉ Gfl <box>886 1092 1103 1104</box>
directory-entry: — Edm., Schuhm., Normannenweg 11 <box>282 764 463 776</box>
directory-entry: Tölcke, A., Postassist. a. D., Durchschnitt 29 <box>1196 953 1427 965</box>
directory-entry: — G., Schneider, Einunddreißigerstr. 42. ✉ Alt <box>1196 205 1415 217</box>
directory-entry: — Rud., Gipser, Dehnhaide 15. ✉ 22 <box>1196 616 1367 628</box>
directory-entry: — O., Metallschleifer, Bachstr. 101. ✉ 21 <box>1196 567 1388 579</box>
directory-entry: — Wilh., Masch., Kraepelinweg 25. ✉ 22 <box>886 1142 1077 1154</box>
column-4 <box>1196 180 1496 1970</box>
